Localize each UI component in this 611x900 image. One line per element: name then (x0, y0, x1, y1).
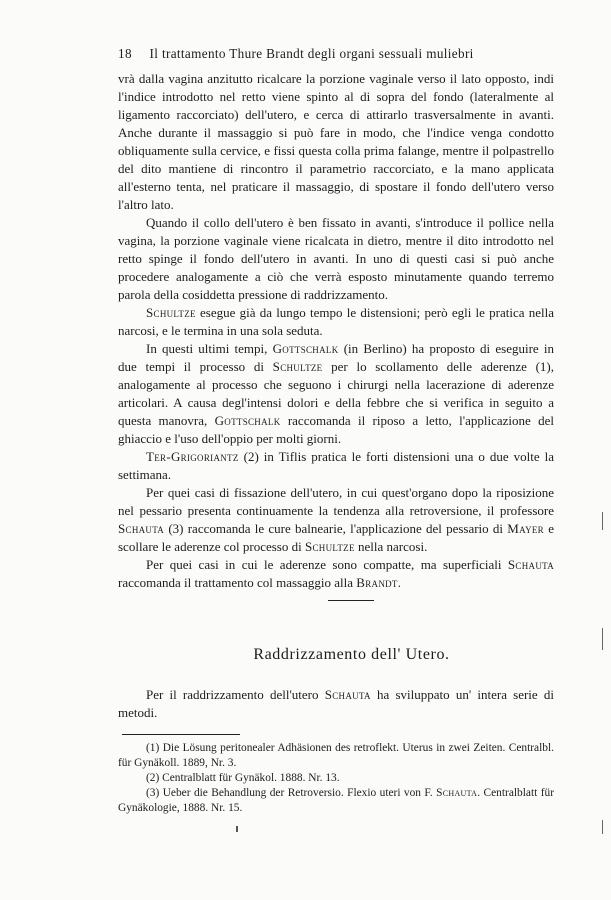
paragraph (118, 484, 554, 556)
text-run: e scollare le aderenze col processo di (118, 521, 554, 554)
footnotes (118, 741, 554, 816)
author-name: Schauta (436, 787, 478, 799)
author-name: Brandt (356, 575, 398, 590)
paragraph: vrà dalla vagina anzitutto ricalcare la porzione vaginale verso il lato opposto, indi l'indice introdotto nel retto viene spinto al di sopra del fondo (lateralmente al ligamento raccorciato) dell'utero, e cerca di attirarlo trasversalmente in avanti. Anche durante il massaggio si può fare in modo, che l'indice venga condotto obliquamente sulla cervice, e fissi questa colla prima falange, mentre il polpastrello del dito mantiene di rincontro il parametrio raccorciato, e la mano applicata all'esterno tenta, nel praticare il massaggio, di spostare il fondo dell'utero verso l'altro lato. (118, 71, 554, 212)
text-run: per lo scollamento delle aderenze (1), analogamente al processo che seguono i chirurgi nella lacerazione di aderenze articolari. A causa degl'intensi dolori e della febbre che si verifica in seguito a questa manovra, (118, 359, 554, 428)
text-run: (3) raccomanda le cure balnearie, l'applicazione del pessario di (164, 521, 508, 536)
footnote-rule (122, 734, 240, 735)
section-heading: Raddrizzamento dell' Utero. (253, 646, 450, 663)
text-run: raccomanda il trattamento col massaggio alla (118, 575, 357, 590)
paragraph (118, 340, 554, 448)
author-name: Schultze (304, 539, 355, 554)
text-run: (2) in Tiflis pratica le forti distensioni una o due volte la settimana. (118, 449, 554, 482)
text-run: . (397, 575, 401, 590)
text-run: esegue già da lungo tempo le distensioni; però egli le pratica nella narcosi, e le termina in una sola seduta. (118, 305, 554, 338)
text-run: . Centralblatt für Gynäkologie, 1888. Nr. 15. (118, 787, 555, 814)
paragraph (118, 686, 554, 722)
author-name: Gottschalk (272, 341, 339, 356)
section-divider (328, 600, 374, 601)
running-title: Il trattamento Thure Brandt degli organi sessuali muliebri (149, 46, 474, 61)
text-run: nella narcosi. (354, 539, 428, 554)
author-name: Schauta (324, 687, 371, 702)
text-run: Per quei casi di fissazione dell'utero, in cui quest'organo dopo la riposizione nel pessario presenta continuamente la tendenza alla retroversione, il professore (118, 485, 554, 518)
paragraph (118, 448, 554, 484)
author-name: Schultze (272, 359, 323, 374)
main-text (118, 70, 554, 592)
author-name: Schauta (118, 521, 165, 536)
paragraph: Quando il collo dell'utero è ben fissato in avanti, s'introduce il pollice nella vagina, la porzione vaginale viene ricalcata in dietro, mentre il dito introdotto nel retto spinge il fondo dell'utero in avanti. In uno di questi casi si può anche procedere analogamente a ciò che verrà esposto minutamente quando terremo parola della cosiddetta pressione di raddrizzamento. (118, 215, 554, 302)
author-name: Schauta (507, 557, 554, 572)
author-name: Gottschalk (214, 413, 281, 428)
author-name: Ter-Grigoriantz (146, 449, 239, 464)
text-run: Per il raddrizzamento dell'utero (146, 687, 325, 702)
section-intro (118, 686, 554, 722)
scan-edge-mark (602, 512, 603, 530)
footnote (118, 786, 554, 816)
page-number: 18 (118, 46, 132, 61)
text-run: ha sviluppato un' intera serie di metodi. (118, 687, 554, 720)
paragraph (118, 304, 554, 340)
text-run: (3) Ueber die Behandlung der Retroversio. Flexio uteri von F. (146, 787, 437, 799)
text-run: In questi ultimi tempi, (146, 341, 273, 356)
author-name: Mayer (507, 521, 544, 536)
text-run: raccomanda il riposo a letto, l'applicazione del ghiaccio e l'uso dell'oppio per molti giorni. (118, 413, 554, 446)
footnote (118, 741, 554, 771)
text-run: Per quei casi in cui le aderenze sono compatte, ma superficiali (146, 557, 508, 572)
author-name: Schultze (146, 305, 196, 320)
text-run: (2) Centralblatt für Gynäkol. 1888. Nr. 13. (146, 772, 340, 784)
scan-edge-mark (602, 628, 603, 650)
scan-edge-mark (602, 820, 603, 834)
paragraph (118, 556, 554, 592)
footnote (118, 771, 554, 786)
running-header (118, 46, 558, 62)
scan-speck (236, 826, 238, 832)
text-run: (in Berlino) ha proposto di eseguire in due tempi il processo di (118, 341, 554, 374)
text-run: (1) Die Lösung peritonealer Adhäsionen des retroflekt. Uterus in zwei Zeiten. Centralbl. für Gynäkoll. 1889, Nr. 3. (118, 742, 554, 769)
